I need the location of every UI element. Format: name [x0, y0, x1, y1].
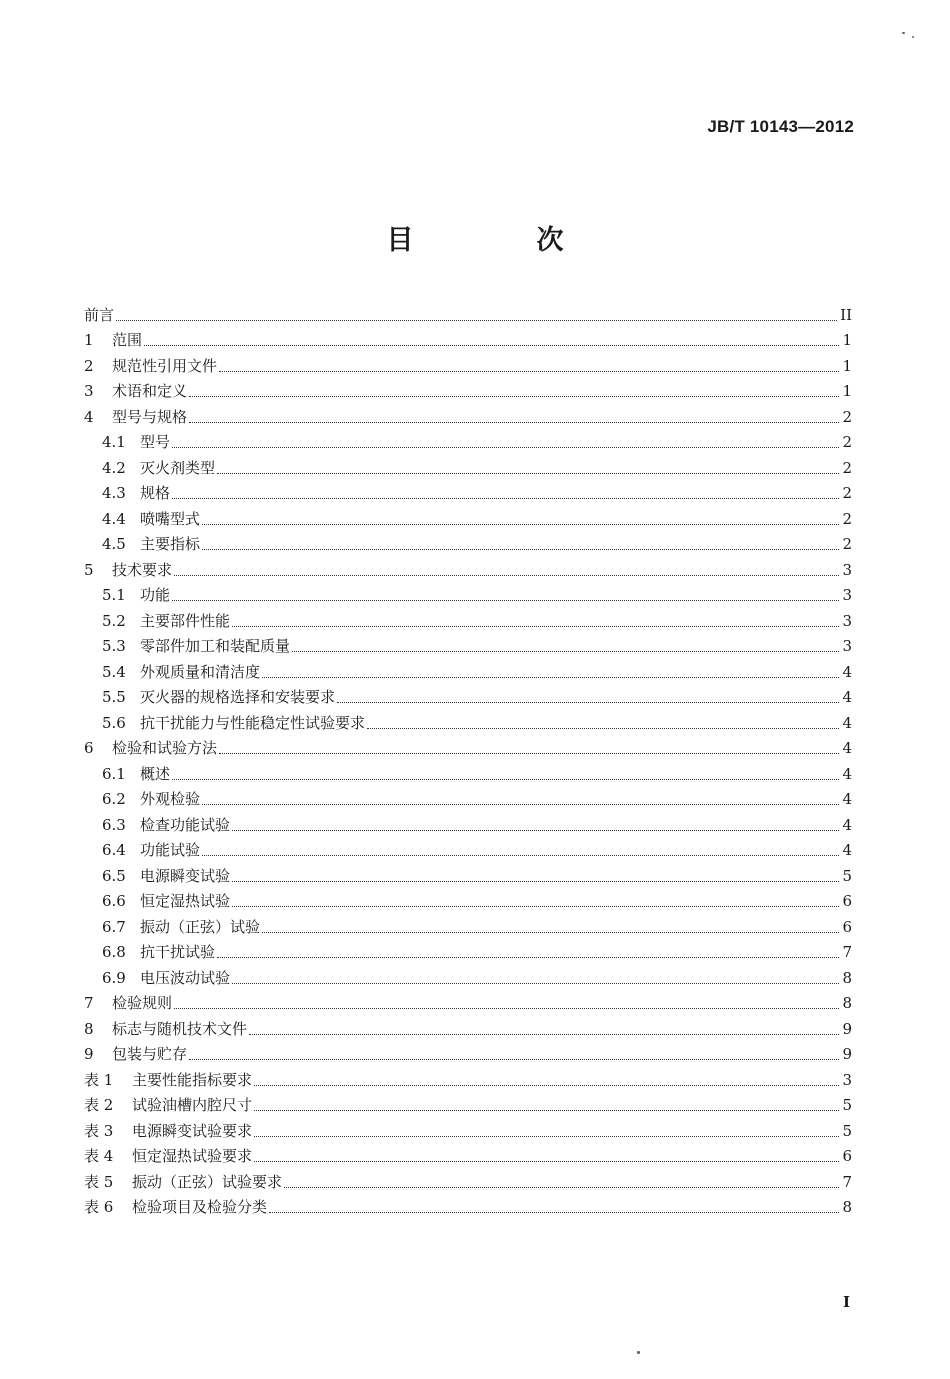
- table-of-contents: [84, 300, 852, 1218]
- toc-entry[interactable]: [84, 912, 852, 938]
- dot-leader: [116, 320, 837, 321]
- toc-entry-label: 检验项目及检验分类: [132, 1198, 268, 1216]
- dot-leader: [202, 855, 839, 856]
- toc-entry-page: 4: [842, 764, 852, 783]
- toc-entry-number: 4.4: [102, 509, 126, 528]
- toc-entry-page: 9: [842, 1045, 852, 1063]
- dot-leader: [189, 1059, 839, 1060]
- toc-entry-page: 6: [842, 892, 852, 910]
- toc-entry[interactable]: [84, 810, 852, 836]
- toc-entry-page: 4: [842, 815, 852, 834]
- dot-leader: [249, 1034, 839, 1035]
- toc-entry-page: 1: [842, 356, 852, 375]
- toc-entry[interactable]: [84, 581, 852, 607]
- toc-entry-label: 概述: [140, 764, 171, 783]
- toc-entry-number: 表 1: [84, 1070, 114, 1089]
- toc-entry[interactable]: [84, 734, 852, 760]
- toc-entry-number: 6.1: [102, 764, 126, 783]
- toc-entry-page: II: [840, 305, 852, 324]
- toc-entry-number: 6.6: [102, 892, 126, 910]
- standard-code: JB/T 10143—2012: [707, 117, 854, 136]
- toc-entry[interactable]: [84, 989, 852, 1015]
- toc-entry-page: 3: [842, 560, 852, 579]
- toc-entry-page: 2: [842, 458, 852, 477]
- toc-entry-page: 4: [842, 790, 852, 808]
- toc-entry-number: 5.3: [102, 637, 126, 655]
- toc-entry-page: 4: [842, 739, 852, 757]
- toc-entry-number: 表 2: [84, 1096, 114, 1114]
- toc-entry-page: 3: [842, 1070, 852, 1089]
- toc-entry[interactable]: [84, 1091, 852, 1117]
- toc-entry-label: 振动（正弦）试验要求: [132, 1172, 283, 1191]
- toc-entry[interactable]: [84, 1193, 852, 1219]
- toc-entry-page: 5: [842, 1121, 852, 1140]
- toc-entry[interactable]: [84, 555, 852, 581]
- toc-entry-number: 3: [84, 382, 94, 400]
- toc-entry-label: 恒定湿热试验要求: [132, 1147, 253, 1165]
- toc-entry-number: 4: [84, 407, 94, 426]
- page-number: I: [842, 1293, 850, 1311]
- dot-leader: [217, 957, 839, 958]
- toc-entry[interactable]: [84, 657, 852, 683]
- dot-leader: [174, 1008, 839, 1009]
- toc-entry-label: 喷嘴型式: [140, 509, 201, 528]
- toc-entry-page: 5: [842, 1096, 852, 1114]
- toc-entry-number: 8: [84, 1019, 94, 1038]
- dot-leader: [219, 371, 839, 372]
- page-title: 目 次: [386, 225, 612, 256]
- toc-entry-page: 2: [842, 509, 852, 528]
- dot-leader: [367, 728, 839, 729]
- toc-entry-label: 外观质量和清洁度: [140, 662, 261, 681]
- toc-entry[interactable]: [84, 453, 852, 479]
- dot-leader: [189, 396, 839, 397]
- toc-entry-page: 4: [842, 713, 852, 732]
- toc-entry-number: 4.1: [102, 433, 126, 451]
- toc-entry[interactable]: [84, 1116, 852, 1142]
- toc-entry[interactable]: [84, 1167, 852, 1193]
- dot-leader: [232, 881, 839, 882]
- toc-entry-number: 4.5: [102, 535, 126, 553]
- toc-entry[interactable]: [84, 530, 852, 556]
- toc-entry[interactable]: [84, 351, 852, 377]
- scan-speck: [637, 1351, 640, 1354]
- scan-speck: [912, 36, 914, 38]
- toc-entry[interactable]: [84, 1014, 852, 1040]
- toc-entry-number: 表 3: [84, 1121, 114, 1140]
- toc-entry-number: 5: [84, 560, 94, 579]
- toc-entry-number: 表 6: [84, 1198, 114, 1216]
- toc-entry-number: 6.7: [102, 917, 126, 936]
- toc-entry-page: 2: [842, 484, 852, 502]
- scan-speck: [902, 32, 905, 34]
- toc-entry[interactable]: [84, 1065, 852, 1091]
- dot-leader: [262, 677, 839, 678]
- toc-entry[interactable]: [84, 632, 852, 658]
- toc-entry-number: 6.3: [102, 815, 126, 834]
- toc-entry-label: 规格: [140, 484, 171, 502]
- toc-entry-label: 电压波动试验: [140, 968, 231, 987]
- dot-leader: [262, 932, 839, 933]
- toc-entry-number: 6: [84, 739, 94, 757]
- dot-leader: [174, 575, 839, 576]
- toc-entry-page: 3: [842, 611, 852, 630]
- dot-leader: [337, 702, 839, 703]
- toc-entry-page: 8: [842, 994, 852, 1012]
- toc-entry-label: 检查功能试验: [140, 815, 231, 834]
- dot-leader: [217, 473, 839, 474]
- toc-entry[interactable]: [84, 504, 852, 530]
- toc-entry[interactable]: [84, 963, 852, 989]
- toc-entry-label: 标志与随机技术文件: [112, 1019, 248, 1038]
- toc-entry-label: 主要部件性能: [140, 611, 231, 630]
- toc-entry-label: 功能: [140, 586, 171, 604]
- dot-leader: [202, 524, 839, 525]
- dot-leader: [232, 830, 839, 831]
- dot-leader: [232, 906, 839, 907]
- toc-entry-page: 5: [842, 866, 852, 885]
- toc-entry-label: 规范性引用文件: [112, 356, 218, 375]
- dot-leader: [232, 983, 839, 984]
- toc-entry[interactable]: [84, 785, 852, 811]
- dot-leader: [202, 804, 839, 805]
- toc-entry[interactable]: [84, 428, 852, 454]
- toc-entry-number: 5.5: [102, 688, 126, 706]
- toc-entry-label: 零部件加工和装配质量: [140, 637, 291, 655]
- toc-entry-number: 5.6: [102, 713, 126, 732]
- toc-entry-page: 9: [842, 1019, 852, 1038]
- toc-entry-label: 抗干扰能力与性能稳定性试验要求: [140, 713, 366, 732]
- toc-entry-number: 6.5: [102, 866, 126, 885]
- dot-leader: [144, 345, 839, 346]
- toc-entry-number: 5.2: [102, 611, 126, 630]
- toc-entry-number: 7: [84, 994, 94, 1012]
- toc-entry[interactable]: [84, 1040, 852, 1066]
- toc-entry-number: 9: [84, 1045, 94, 1063]
- toc-entry-label: 型号与规格: [112, 407, 188, 426]
- toc-entry-page: 1: [842, 331, 852, 349]
- toc-entry-label: 主要性能指标要求: [132, 1070, 253, 1089]
- toc-entry-page: 3: [842, 586, 852, 604]
- toc-entry-label: 检验和试验方法: [112, 739, 218, 757]
- toc-entry-label: 包装与贮存: [112, 1045, 188, 1063]
- toc-entry-number: 2: [84, 356, 94, 375]
- toc-entry[interactable]: [84, 377, 852, 403]
- toc-entry-number: 表 5: [84, 1172, 114, 1191]
- toc-entry-label: 主要指标: [140, 535, 201, 553]
- toc-entry-page: 6: [842, 917, 852, 936]
- toc-entry[interactable]: [84, 708, 852, 734]
- toc-entry-label: 检验规则: [112, 994, 173, 1012]
- toc-entry[interactable]: [84, 861, 852, 887]
- toc-entry-label: 电源瞬变试验要求: [132, 1121, 253, 1140]
- toc-entry[interactable]: [84, 300, 852, 326]
- dot-leader: [172, 447, 839, 448]
- toc-entry-label: 外观检验: [140, 790, 201, 808]
- toc-entry[interactable]: [84, 402, 852, 428]
- toc-entry-number: 6.8: [102, 943, 126, 961]
- toc-entry-label: 技术要求: [112, 560, 173, 579]
- dot-leader: [172, 498, 839, 499]
- toc-entry[interactable]: [84, 683, 852, 709]
- toc-entry-label: 前言: [84, 305, 115, 324]
- toc-entry-number: 6.2: [102, 790, 126, 808]
- dot-leader: [202, 549, 839, 550]
- toc-entry-page: 1: [842, 382, 852, 400]
- toc-entry-number: 表 4: [84, 1147, 114, 1165]
- dot-leader: [219, 753, 839, 754]
- toc-entry-page: 8: [842, 968, 852, 987]
- toc-entry-label: 恒定湿热试验: [140, 892, 231, 910]
- toc-entry-label: 灭火器的规格选择和安装要求: [140, 688, 336, 706]
- toc-entry[interactable]: [84, 836, 852, 862]
- toc-entry-page: 2: [842, 535, 852, 553]
- dot-leader: [292, 651, 839, 652]
- toc-entry-number: 6.9: [102, 968, 126, 987]
- dot-leader: [269, 1212, 839, 1213]
- toc-entry-label: 术语和定义: [112, 382, 188, 400]
- toc-entry-label: 灭火剂类型: [140, 458, 216, 477]
- toc-entry-label: 振动（正弦）试验: [140, 917, 261, 936]
- toc-entry-label: 抗干扰试验: [140, 943, 216, 961]
- toc-entry-page: 7: [842, 943, 852, 961]
- toc-entry[interactable]: [84, 887, 852, 913]
- toc-entry[interactable]: [84, 326, 852, 352]
- toc-entry-page: 3: [842, 637, 852, 655]
- dot-leader: [172, 600, 839, 601]
- toc-entry-label: 试验油槽内腔尺寸: [132, 1096, 253, 1114]
- toc-entry-page: 6: [842, 1147, 852, 1165]
- toc-entry-number: 6.4: [102, 841, 126, 859]
- toc-entry[interactable]: [84, 606, 852, 632]
- dot-leader: [172, 779, 839, 780]
- toc-entry-number: 1: [84, 331, 94, 349]
- toc-entry-number: 4.3: [102, 484, 126, 502]
- dot-leader: [284, 1187, 839, 1188]
- toc-entry-page: 7: [842, 1172, 852, 1191]
- dot-leader: [189, 422, 839, 423]
- dot-leader: [254, 1110, 839, 1111]
- toc-entry-number: 5.4: [102, 662, 126, 681]
- toc-entry[interactable]: [84, 479, 852, 505]
- toc-entry-page: 4: [842, 662, 852, 681]
- toc-entry[interactable]: [84, 759, 852, 785]
- toc-entry-number: 5.1: [102, 586, 126, 604]
- toc-entry-label: 电源瞬变试验: [140, 866, 231, 885]
- toc-entry-label: 功能试验: [140, 841, 201, 859]
- toc-entry-label: 型号: [140, 433, 171, 451]
- toc-entry[interactable]: [84, 1142, 852, 1168]
- toc-entry-page: 8: [842, 1198, 852, 1216]
- toc-entry-page: 4: [842, 841, 852, 859]
- toc-entry-label: 范围: [112, 331, 143, 349]
- dot-leader: [254, 1161, 839, 1162]
- toc-entry-page: 2: [842, 407, 852, 426]
- dot-leader: [254, 1136, 839, 1137]
- toc-entry-page: 4: [842, 688, 852, 706]
- toc-entry-number: 4.2: [102, 458, 126, 477]
- toc-entry[interactable]: [84, 938, 852, 964]
- toc-entry-page: 2: [842, 433, 852, 451]
- dot-leader: [254, 1085, 839, 1086]
- dot-leader: [232, 626, 839, 627]
